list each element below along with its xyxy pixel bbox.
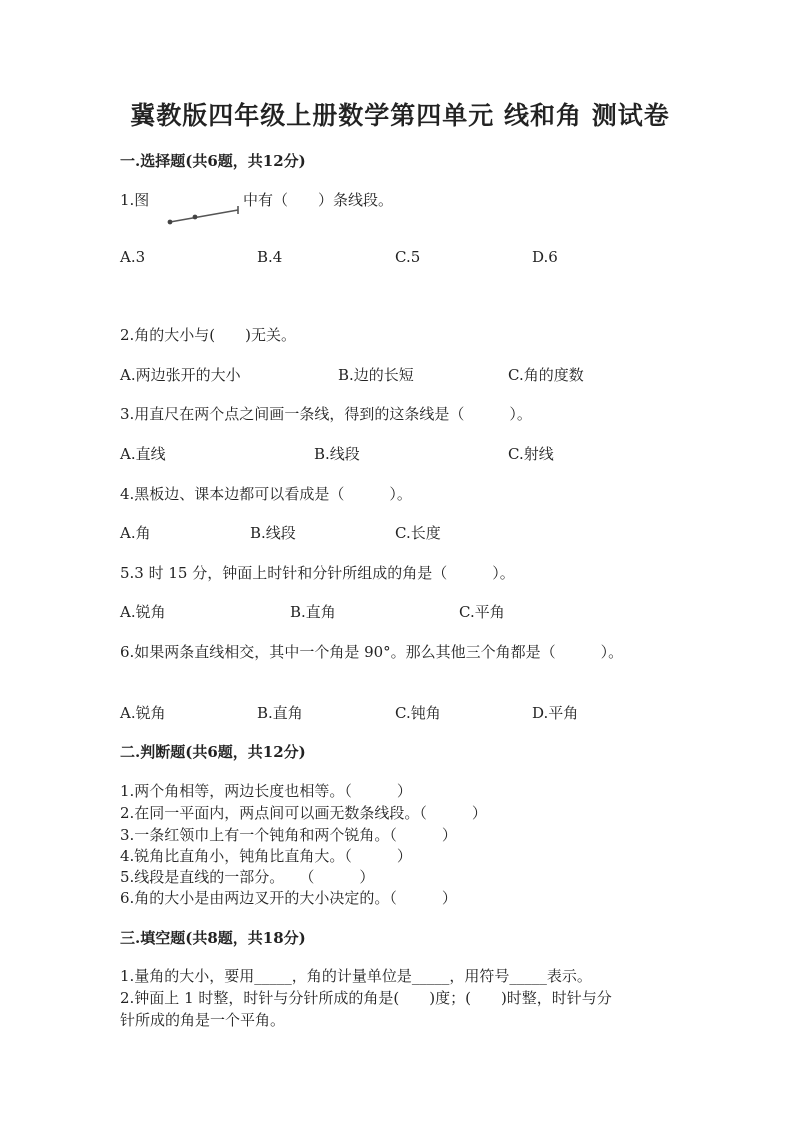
q6-option-d[interactable]: D.平角: [532, 704, 579, 722]
question-2-text: 2.角的大小与( )无关。: [120, 326, 297, 344]
q2-option-c[interactable]: C.角的度数: [508, 366, 584, 384]
judgement-item: 6.角的大小是由两边叉开的大小决定的。（ ）: [120, 889, 457, 907]
q6-option-c[interactable]: C.钝角: [395, 704, 441, 722]
question-1-prefix: 1.图: [120, 191, 150, 209]
q5-option-c[interactable]: C.平角: [459, 603, 505, 621]
q3-option-c[interactable]: C.射线: [508, 445, 554, 463]
q2-option-a[interactable]: A.两边张开的大小: [120, 366, 241, 384]
q2-option-b[interactable]: B.边的长短: [338, 366, 414, 384]
q6-option-b[interactable]: B.直角: [257, 704, 303, 722]
q3-option-b[interactable]: B.线段: [314, 445, 360, 463]
section-heading-choice: 一.选择题(共6题，共12分): [120, 152, 306, 170]
q1-option-b[interactable]: B.4: [257, 248, 283, 266]
judgement-item: 5.线段是直线的一部分。 （ ）: [120, 868, 375, 886]
line-segment-figure: [160, 200, 250, 230]
q1-option-c[interactable]: C.5: [395, 248, 421, 266]
section-heading-judgement: 二.判断题(共6题，共12分): [120, 743, 306, 761]
question-5-text: 5.3 时 15 分，钟面上时针和分针所组成的角是（ ）。: [120, 564, 515, 582]
q4-option-c[interactable]: C.长度: [395, 524, 441, 542]
q1-option-d[interactable]: D.6: [532, 248, 558, 266]
question-6-text: 6.如果两条直线相交，其中一个角是 90°。那么其他三个角都是（ ）。: [120, 643, 624, 661]
q5-option-b[interactable]: B.直角: [290, 603, 336, 621]
judgement-item: 4.锐角比直角小，钝角比直角大。（ ）: [120, 847, 412, 865]
question-1-text: 中有（ ）条线段。: [243, 191, 394, 209]
q3-option-a[interactable]: A.直线: [120, 445, 166, 463]
q6-option-a[interactable]: A.锐角: [120, 704, 166, 722]
question-3-text: 3.用直尺在两个点之间画一条线，得到的这条线是（ ）。: [120, 405, 532, 423]
fill-blank-item: 1.量角的大小，要用_____，角的计量单位是_____，用符号_____表示。: [120, 967, 592, 985]
q1-option-a[interactable]: A.3: [120, 248, 146, 266]
section-heading-fill-blank: 三.填空题(共8题，共18分): [120, 929, 306, 947]
fill-blank-item-continued: 针所成的角是一个平角。: [120, 1011, 286, 1029]
fill-blank-item: 2.钟面上 1 时整，时针与分针所成的角是( )度；( )时整，时针与分: [120, 989, 612, 1007]
judgement-item: 2.在同一平面内，两点间可以画无数条线段。（ ）: [120, 804, 487, 822]
page-title: 冀教版四年级上册数学第四单元 线和角 测试卷: [130, 101, 670, 130]
judgement-item: 3.一条红领巾上有一个钝角和两个锐角。（ ）: [120, 826, 457, 844]
q4-option-b[interactable]: B.线段: [250, 524, 296, 542]
question-4-text: 4.黑板边、课本边都可以看成是（ ）。: [120, 485, 412, 503]
q5-option-a[interactable]: A.锐角: [120, 603, 166, 621]
judgement-item: 1.两个角相等，两边长度也相等。（ ）: [120, 782, 412, 800]
q4-option-a[interactable]: A.角: [120, 524, 151, 542]
